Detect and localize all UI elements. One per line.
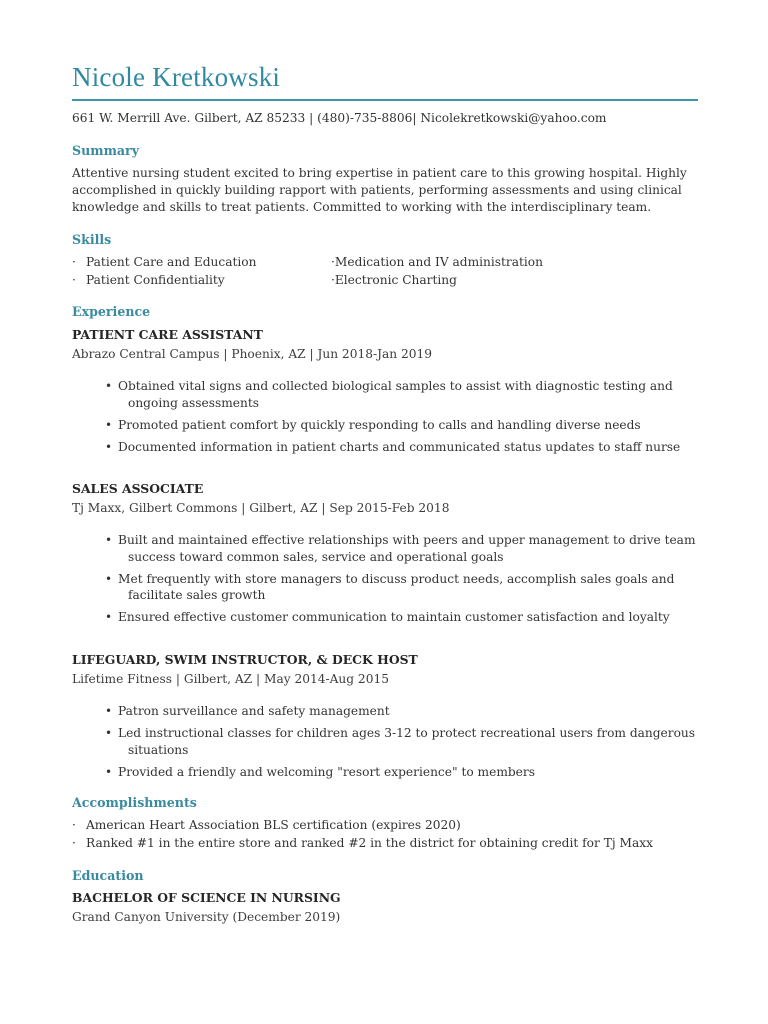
bullet-text: Led instructional classes for children ages 3-12 to protect recreational users from dangerous situations <box>118 726 696 757</box>
job-title: LIFEGUARD, SWIM INSTRUCTOR, & DECK HOST <box>72 652 418 667</box>
contact-line: 661 W. Merrill Ave. Gilbert, AZ 85233 | (480)-735-8806| Nicolekretkowski@yahoo.com <box>72 111 607 125</box>
skills-heading: Skills <box>72 232 112 247</box>
bullet-dot-icon: · <box>72 273 76 287</box>
experience-heading: Experience <box>72 304 151 319</box>
list-item <box>105 571 701 604</box>
job-bullets <box>105 532 701 631</box>
bullet-text: Documented information in patient charts and communicated status updates to staff nurse <box>118 439 681 454</box>
bullet-dot-icon: • <box>105 610 113 624</box>
summary-line: accomplished in quickly building rapport with patients, performing assessments and using clinical <box>72 183 682 197</box>
bullet-dot-icon: • <box>105 379 113 393</box>
summary-text <box>72 165 692 216</box>
candidate-name: Nicole Kretkowski <box>72 62 281 92</box>
skill-label: Electronic Charting <box>334 273 457 287</box>
summary-line: knowledge and skills to treat patients. Committed to working with the interdisciplinary team. <box>72 200 652 214</box>
bullet-dot-icon: · <box>72 818 76 832</box>
header-divider <box>72 99 698 101</box>
accomplishments-heading: Accomplishments <box>72 795 197 810</box>
skill-item <box>72 273 225 287</box>
accomplishment-text: American Heart Association BLS certification (expires 2020) <box>86 818 461 832</box>
bullet-text: Patron surveillance and safety management <box>118 704 390 718</box>
skill-label: Patient Care and Education <box>86 255 257 269</box>
bullet-dot-icon: · <box>331 273 335 287</box>
skill-label: Patient Confidentiality <box>86 273 225 287</box>
bullet-dot-icon: • <box>105 439 113 454</box>
bullet-text: Obtained vital signs and collected biological samples to assist with diagnostic testing and ongoing assessments <box>118 379 673 410</box>
summary-line: Attentive nursing student excited to bring expertise in patient care to this growing hospital. Highly <box>72 166 687 180</box>
bullet-text: Built and maintained effective relationships with peers and upper management to drive team success toward common sales, service and operational goals <box>118 533 696 564</box>
accomplishment-item <box>72 836 653 850</box>
summary-heading: Summary <box>72 143 140 158</box>
bullet-dot-icon: · <box>72 836 76 850</box>
accomplishment-text: Ranked #1 in the entire store and ranked #2 in the district for obtaining credit for Tj Maxx <box>86 836 653 850</box>
bullet-dot-icon: · <box>331 255 335 269</box>
list-item <box>105 725 701 758</box>
school-name: Grand Canyon University (December 2019) <box>72 910 341 924</box>
job-title: SALES ASSOCIATE <box>72 481 204 496</box>
job-employer-dates: Lifetime Fitness | Gilbert, AZ | May 2014-Aug 2015 <box>72 672 389 686</box>
list-item <box>105 703 701 720</box>
skill-item <box>72 255 256 269</box>
bullet-dot-icon: • <box>105 726 113 740</box>
bullet-text: Ensured effective customer communication to maintain customer satisfaction and loyalty <box>118 610 670 624</box>
skill-item <box>331 273 457 287</box>
bullet-text: Promoted patient comfort by quickly responding to calls and handling diverse needs <box>118 417 641 432</box>
list-item <box>105 439 701 456</box>
job-bullets <box>105 703 701 786</box>
list-item <box>105 764 701 781</box>
job-employer-dates: Abrazo Central Campus | Phoenix, AZ | Jun 2018-Jan 2019 <box>72 347 432 361</box>
list-item <box>105 417 701 434</box>
job-title: PATIENT CARE ASSISTANT <box>72 327 263 342</box>
bullet-text: Provided a friendly and welcoming "resort experience" to members <box>118 764 535 779</box>
degree-title: BACHELOR OF SCIENCE IN NURSING <box>72 890 341 905</box>
list-item <box>105 609 701 626</box>
accomplishment-item <box>72 818 461 832</box>
bullet-text: Met frequently with store managers to discuss product needs, accomplish sales goals and facilitate sales growth <box>118 571 675 602</box>
job-employer-dates: Tj Maxx, Gilbert Commons | Gilbert, AZ | Sep 2015-Feb 2018 <box>72 501 450 515</box>
skill-label: Medication and IV administration <box>334 255 543 269</box>
skill-item <box>331 255 543 269</box>
bullet-dot-icon: • <box>105 764 113 779</box>
bullet-dot-icon: • <box>105 417 113 432</box>
job-bullets <box>105 378 701 461</box>
list-item <box>105 378 701 411</box>
bullet-dot-icon: • <box>105 571 113 586</box>
bullet-dot-icon: • <box>105 704 113 718</box>
bullet-dot-icon: • <box>105 533 113 547</box>
list-item <box>105 532 701 565</box>
education-heading: Education <box>72 868 144 883</box>
bullet-dot-icon: · <box>72 255 76 269</box>
